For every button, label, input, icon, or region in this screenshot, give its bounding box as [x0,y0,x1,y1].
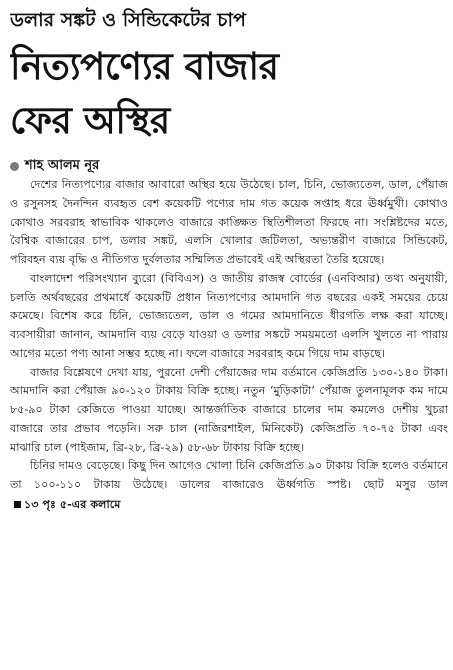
headline-line-2: ফের অস্থির [10,99,170,142]
paragraph-1: দেশের নিত্যপণ্যের বাজার আবারো অস্থির হয়ে উঠেছে। চাল, চিনি, ভোজ্যতেল, ডাল, পেঁয়াজ ও রসুনসহ দৈনন্দিন ব্যবহৃত বেশ কয়েকটি পণ্যের দাম গত কয়েক সপ্তাহ ধরে ঊর্ধ্বমুখী। কোথাও কোথাও সরবরাহ স্বাভাবিক থাকলেও বাজারে কাঙ্ক্ষিত স্থিতিশীলতা ফিরছে না। সংশ্লিষ্টদের মতে, বৈশ্বিক বাজারের চাপ, ডলার সঙ্কট, এলসি খোলার জটিলতা, অভ্যন্তরীণ বাজারে সিন্ডিকেট, পরিবহন ব্যয় বৃদ্ধি ও নীতিগত দুর্বলতার সম্মিলিত প্রভাবেই এই অস্থিরতা তৈরি হয়েছে। [10,178,448,266]
paragraph-4-text: চিনির দামও বেড়েছে। কিছু দিন আগেও খোলা চিনি কেজিপ্রতি ৯০ টাকায় বিক্রি হলেও বর্তমানে তা ১০০-১১০ টাকায় উঠেছে। ডালের বাজারেও ঊর্ধ্বগতি স্পষ্ট। ছোট মসুর ডাল [10,459,448,491]
continuation-marker [10,497,120,511]
article-kicker: ডলার সঙ্কট ও সিন্ডিকেটের চাপ [10,9,246,31]
jump-square-icon [14,501,21,508]
continuation-text: ১৩ পৃঃ ৫-এর কলামে [24,496,121,511]
author-name: শাহ আলম নূর [25,157,100,173]
paragraph-4 [10,457,448,514]
article-body [10,176,448,666]
headline-line-1: নিত্যপণ্যের বাজার [10,45,279,88]
article-headline [10,40,448,148]
byline [10,156,99,176]
byline-bullet-icon [10,162,19,171]
paragraph-2: বাংলাদেশ পরিসংখ্যান ব্যুরো (বিবিএস) ও জাতীয় রাজস্ব বোর্ডের (এনবিআর) তথ্য অনুযায়ী, চলতি অর্থবছরের প্রথমার্ধে কয়েকটি প্রধান নিত্যপণ্যের আমদানি গত বছরের একই সময়ের চেয়ে কমেছে। বিশেষ করে চিনি, ভোজ্যতেল, ডাল ও গমের আমদানিতে ধীরগতি লক্ষ করা যাচ্ছে। ব্যবসায়ীরা জানান, আমদানি ব্যয় বেড়ে যাওয়া ও ডলার সঙ্কটে সময়মতো এলসি খুলতে না পারায় আগের মতো পণ্য আনা সম্ভব হচ্ছে না। ফলে বাজারে সরবরাহ কমে গিয়ে দাম বাড়ছে। [10,271,448,360]
paragraph-3: বাজার বিশ্লেষণে দেখা যায়, পুরনো দেশী পেঁয়াজের দাম বর্তমানে কেজিপ্রতি ১৩০-১৪০ টাকা। আমদানি করা পেঁয়াজ ৯০-১২০ টাকায় বিক্রি হচ্ছে। নতুন ‘মুড়িকাটা’ পেঁয়াজ তুলনামূলক কম দামে ৮৫-৯০ টাকা কেজিতে পাওয়া যাচ্ছে। আন্তর্জাতিক বাজারে চালের দাম কমলেও দেশীয় খুচরা বাজারে তার প্রভাব পড়েনি। সরু চাল (নাজিরশাইল, মিনিকেট) কেজিপ্রতি ৭০-৭৫ টাকা এবং মাঝারি চাল (পাইজাম, ব্রি-২৮, ব্রি-২৯) ৫৮-৬৮ টাকায় বিক্রি হচ্ছে। [10,365,448,454]
